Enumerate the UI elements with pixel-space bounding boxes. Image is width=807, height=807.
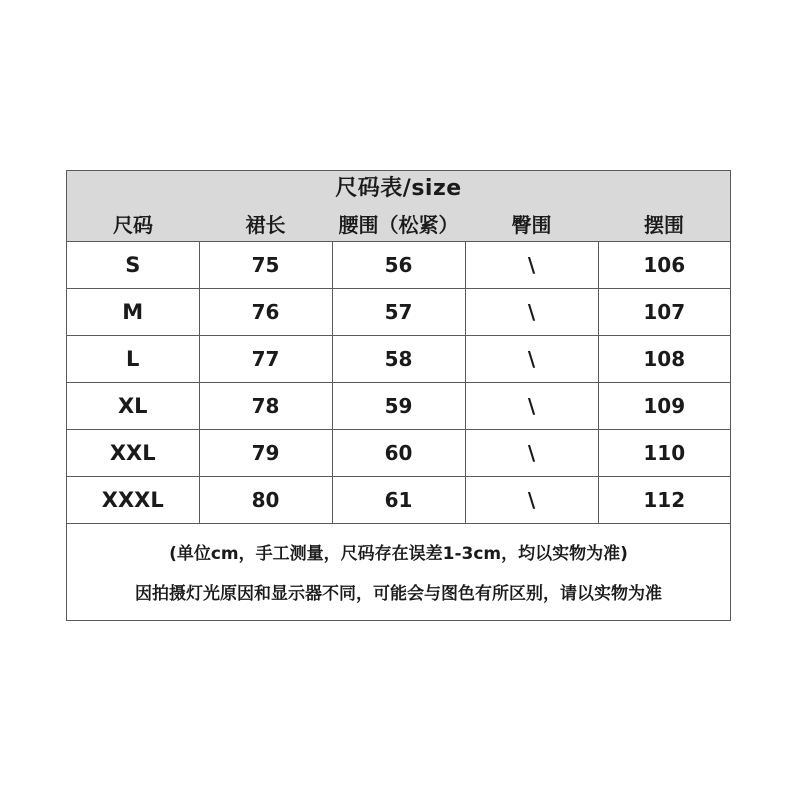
hip-cell: \ xyxy=(465,289,598,336)
hem-cell: 108 xyxy=(598,336,730,383)
hem-cell: 110 xyxy=(598,430,730,477)
color-disclaimer-note: 因拍摄灯光原因和显示器不同，可能会与图色有所区别，请以实物为准 xyxy=(135,584,662,604)
chart-title: 尺码表/size xyxy=(335,176,462,201)
table-row xyxy=(67,242,730,289)
chart-header xyxy=(67,171,730,241)
skirt-length-cell: 75 xyxy=(199,242,332,289)
hip-cell: \ xyxy=(465,383,598,430)
waist-cell: 59 xyxy=(332,383,465,430)
hip-cell: \ xyxy=(465,336,598,383)
size-table xyxy=(67,241,730,524)
waist-cell: 60 xyxy=(332,430,465,477)
skirt-length-cell: 76 xyxy=(199,289,332,336)
size-chart xyxy=(66,170,731,621)
size-cell: XXL xyxy=(67,430,199,477)
hip-cell: \ xyxy=(465,430,598,477)
size-cell: XL xyxy=(67,383,199,430)
table-row xyxy=(67,336,730,383)
column-header-skirt-length: 裙长 xyxy=(245,213,286,237)
table-row xyxy=(67,477,730,524)
waist-cell: 58 xyxy=(332,336,465,383)
waist-cell: 61 xyxy=(332,477,465,524)
column-header-size: 尺码 xyxy=(113,213,153,237)
hip-cell: \ xyxy=(465,477,598,524)
table-row xyxy=(67,430,730,477)
waist-cell: 56 xyxy=(332,242,465,289)
column-header-hip: 臀围 xyxy=(511,213,552,237)
column-header-hem: 摆围 xyxy=(644,213,684,237)
skirt-length-cell: 80 xyxy=(199,477,332,524)
table-row xyxy=(67,289,730,336)
hip-cell: \ xyxy=(465,242,598,289)
hem-cell: 107 xyxy=(598,289,730,336)
size-cell: XXXL xyxy=(67,477,199,524)
waist-cell: 57 xyxy=(332,289,465,336)
size-cell: L xyxy=(67,336,199,383)
skirt-length-cell: 77 xyxy=(199,336,332,383)
hem-cell: 112 xyxy=(598,477,730,524)
skirt-length-cell: 78 xyxy=(199,383,332,430)
hem-cell: 109 xyxy=(598,383,730,430)
notes-section xyxy=(67,523,730,620)
skirt-length-cell: 79 xyxy=(199,430,332,477)
table-row xyxy=(67,383,730,430)
size-cell: M xyxy=(67,289,199,336)
size-cell: S xyxy=(67,242,199,289)
hem-cell: 106 xyxy=(598,242,730,289)
column-header-waist: 腰围（松紧） xyxy=(338,213,459,237)
measurement-note: (单位cm，手工测量，尺码存在误差1-3cm，均以实物为准) xyxy=(169,544,628,564)
